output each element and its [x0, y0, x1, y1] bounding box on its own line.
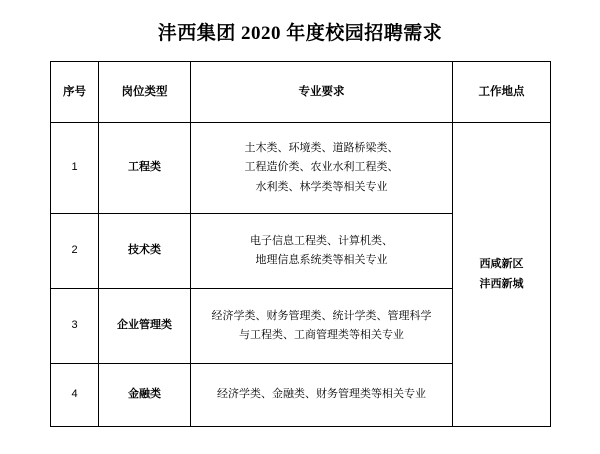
- column-header-no: 序号: [51, 62, 99, 123]
- major-line: 水利类、林学类等相关专业: [255, 180, 388, 193]
- major-line: 经济学类、财务管理类、统计学类、管理科学: [211, 309, 432, 322]
- major-line: 经济学类、金融类、财务管理类等相关专业: [217, 388, 426, 401]
- column-header-type: 岗位类型: [99, 62, 191, 123]
- recruitment-table-wrapper: [50, 61, 550, 427]
- row-number: 4: [51, 364, 99, 427]
- column-header-location: 工作地点: [453, 62, 551, 123]
- row-job-type: 工程类: [99, 123, 191, 214]
- row-number: 3: [51, 289, 99, 364]
- row-job-type: 金融类: [99, 364, 191, 427]
- row-major-requirements: [191, 364, 453, 427]
- row-number: 1: [51, 123, 99, 214]
- major-line: 土木类、环境类、道路桥梁类、: [244, 142, 399, 155]
- major-line: 地理信息系统类等相关专业: [255, 254, 388, 266]
- table-row: [51, 123, 551, 214]
- column-header-major: 专业要求: [191, 62, 453, 123]
- row-job-type: 企业管理类: [99, 289, 191, 364]
- row-job-type: 技术类: [99, 214, 191, 289]
- recruitment-table: [50, 61, 551, 427]
- work-location: [453, 123, 551, 427]
- row-major-requirements: [191, 123, 453, 214]
- row-major-requirements: [191, 214, 453, 289]
- location-line: 西咸新区: [479, 258, 524, 271]
- row-major-requirements: [191, 289, 453, 364]
- major-line: 工程造价类、农业水利工程类、: [244, 161, 399, 174]
- major-line: 电子信息工程类、计算机类、: [250, 234, 393, 247]
- table-body: [51, 123, 551, 427]
- major-line: 与工程类、工商管理类等相关专业: [239, 329, 404, 341]
- table-header-row: [51, 62, 551, 123]
- table-header: [51, 62, 551, 123]
- row-number: 2: [51, 214, 99, 289]
- page-title: 沣西集团 2020 年度校园招聘需求: [157, 23, 443, 44]
- location-line: 沣西新城: [479, 277, 524, 290]
